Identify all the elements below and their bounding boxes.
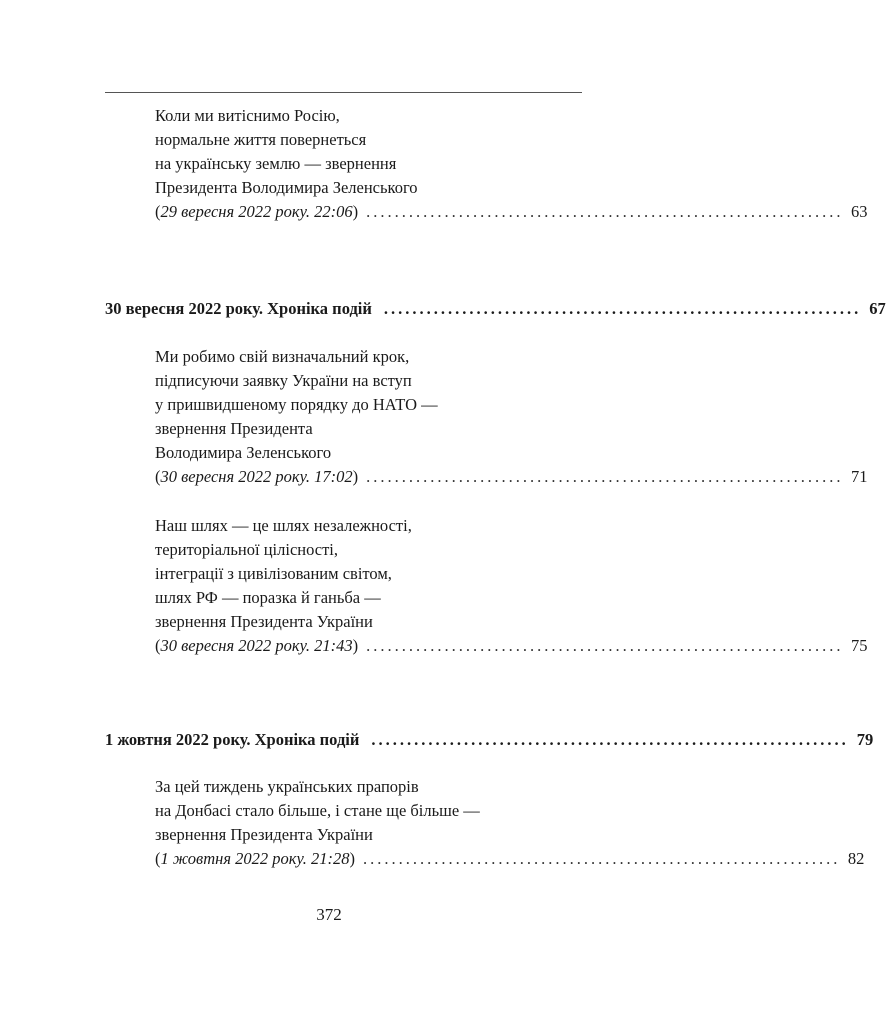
entry-date-line: (30 вересня 2022 року. 21:43) ................................................................... 75 [155, 634, 567, 658]
entry-title-line: За цей тиждень українських прапорів [155, 777, 419, 796]
entry-date-line: (1 жовтня 2022 року. 21:28) ................................................................... 82 [155, 847, 567, 871]
entry-title-line: Володимира Зеленського [155, 443, 332, 462]
section-title: 1 жовтня 2022 року. Хроніка подій [105, 730, 360, 749]
page-number: 63 [851, 202, 868, 221]
page-number: 67 [869, 299, 886, 318]
entry-title-line: інтеграції з цивілізованим світом, [155, 564, 392, 583]
entry-date: 30 вересня 2022 року. 21:43 [160, 636, 353, 655]
entry-date: 29 вересня 2022 року. 22:06 [160, 202, 353, 221]
entry-title-line: нормальне життя повернеться [155, 130, 367, 149]
entry-title-line: територіальної цілісності, [155, 540, 338, 559]
entry-title-line: звернення Президента [155, 419, 313, 438]
entry-date-line: (30 вересня 2022 року. 17:02) ................................................................... 71 [155, 465, 567, 489]
entry-title-line: Коли ми витіснимо Росію, [155, 106, 340, 125]
top-rule [105, 92, 582, 93]
entry-title-line: підписуючи заявку України на вступ [155, 371, 412, 390]
toc-entry[interactable] [155, 775, 865, 871]
page-number: 79 [856, 730, 874, 749]
entry-title-line: у пришвидшеному порядку до НАТО — [155, 395, 438, 414]
entry-title-line: звернення Президента України [155, 612, 373, 631]
entry-title-line: Ми робимо свій визначальний крок, [155, 347, 410, 366]
page-number: 75 [851, 636, 868, 655]
page-folio: 372 [316, 905, 342, 924]
toc-entry[interactable] [155, 104, 868, 224]
leader-dots: ................................................................... [366, 636, 844, 655]
toc-entry[interactable] [155, 514, 868, 658]
toc-entry[interactable] [155, 345, 868, 489]
entry-date: 30 вересня 2022 року. 17:02 [160, 467, 353, 486]
toc-section[interactable] [105, 728, 874, 752]
entry-date-line: (29 вересня 2022 року. 22:06) ................................................................... 63 [155, 200, 567, 224]
entry-title-line: звернення Президента України [155, 825, 373, 844]
leader-dots: ................................................................... [383, 299, 862, 318]
leader-dots: ................................................................... [366, 202, 844, 221]
section-title: 30 вересня 2022 року. Хроніка подій [105, 299, 372, 318]
leader-dots: ................................................................... [371, 730, 849, 749]
entry-title-line: Президента Володимира Зеленського [155, 178, 418, 197]
page-number: 82 [847, 849, 865, 868]
toc-section[interactable] [105, 297, 886, 321]
entry-title-line: на українську землю — звернення [155, 154, 397, 173]
leader-dots: ................................................................... [363, 849, 841, 868]
page-number: 71 [851, 467, 868, 486]
entry-title-line: шлях РФ — поразка й ганьба — [155, 588, 381, 607]
entry-title-line: на Донбасі стало більше, і стане ще більше — [155, 801, 480, 820]
leader-dots: ................................................................... [366, 467, 844, 486]
entry-title-line: Наш шлях — це шлях незалежності, [155, 516, 412, 535]
entry-date: 1 жовтня 2022 року. 21:28 [160, 849, 350, 868]
